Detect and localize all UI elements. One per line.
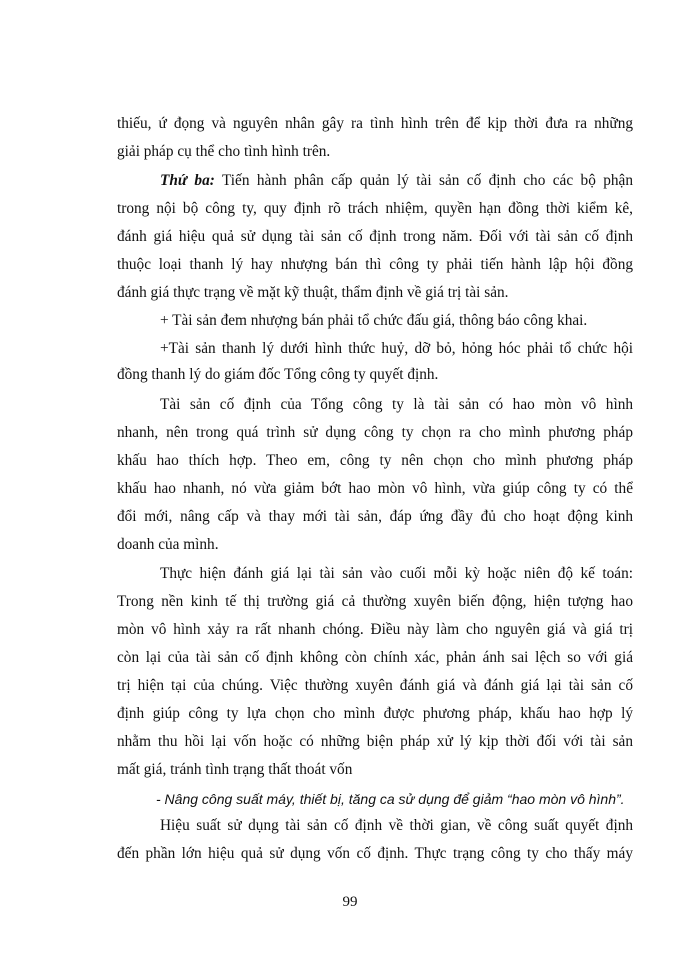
text-line: +Tài sản thanh lý dưới hình thức huỷ, dỡ bỏ, hỏng hóc phải tổ chức hội bbox=[160, 340, 633, 357]
text-line: khấu hao nhanh, nó vừa giảm bớt hao mòn vô hình, vừa giúp công ty có thể bbox=[117, 480, 633, 497]
text-line bbox=[160, 170, 633, 192]
text-line: trong nội bộ công ty, quy định rõ trách nhiệm, quyền hạn đồng thời kiểm kê, bbox=[117, 200, 633, 217]
text-line: thuộc loại thanh lý hay nhượng bán thì công ty phải tiến hành lập hội đồng bbox=[117, 256, 633, 273]
page-number: 99 bbox=[342, 894, 358, 910]
text-line: định giúp công ty lựa chọn cho mình được phương pháp, khấu hao hợp lý bbox=[117, 705, 633, 722]
text-line: nhanh, nên trong quá trình sử dụng công ty chọn ra cho mình phương pháp bbox=[117, 424, 633, 441]
text-line: đổi mới, nâng cấp và thay mới tài sản, đáp ứng đầy đủ cho hoạt động kinh bbox=[117, 508, 633, 525]
text-line: đến phần lớn hiệu quả sử dụng vốn cố định. Thực trạng công ty cho thấy máy bbox=[117, 845, 633, 862]
text-line: Hiệu suất sử dụng tài sản cố định về thời gian, về công suất quyết định bbox=[160, 817, 633, 834]
text-line: trị hiện tại của chúng. Việc thường xuyên đánh giá và đánh giá lại tài sản cố bbox=[117, 677, 633, 694]
text-line: thiếu, ứ đọng và nguyên nhân gây ra tình hình trên để kịp thời đưa ra những bbox=[117, 115, 633, 132]
text-line: giải pháp cụ thể cho tình hình trên. bbox=[117, 143, 331, 160]
text-line: Tài sản cố định của Tổng công ty là tài sản có hao mòn vô hình bbox=[160, 396, 633, 413]
text-line: đánh giá hiệu quả sử dụng tài sản cố định trong năm. Đối với tài sản cố định bbox=[117, 228, 633, 245]
text-line: Thực hiện đánh giá lại tài sản vào cuối mỗi kỳ hoặc niên độ kế toán: bbox=[160, 565, 633, 582]
text-line: - Nâng công suất máy, thiết bị, tăng ca sử dụng để giảm “hao mòn vô hình”. bbox=[156, 791, 625, 807]
section-label: Thứ ba: bbox=[160, 172, 215, 189]
text-line: còn lại của tài sản cố định không còn chính xác, phản ánh sai lệch so với giá bbox=[117, 649, 633, 666]
text-line: doanh của mình. bbox=[117, 536, 219, 553]
text-line: + Tài sản đem nhượng bán phải tổ chức đấu giá, thông báo công khai. bbox=[160, 312, 588, 329]
text-fragment: Tiến hành phân cấp quản lý tài sản cố định cho các bộ phận bbox=[214, 172, 633, 189]
text-line: khấu hao thích hợp. Theo em, công ty nên chọn cho mình phương pháp bbox=[117, 452, 633, 469]
text-line: mất giá, tránh tình trạng thất thoát vốn bbox=[117, 761, 353, 778]
text-line: đánh giá thực trạng về mặt kỹ thuật, thẩm định về giá trị tài sản. bbox=[117, 284, 509, 301]
text-line: Trong nền kinh tế thị trường giá cả thường xuyên biến động, hiện tượng hao bbox=[117, 593, 633, 610]
text-line: mòn vô hình xảy ra rất nhanh chóng. Điều này làm cho nguyên giá và giá trị bbox=[117, 621, 633, 638]
text-line: đồng thanh lý do giám đốc Tổng công ty quyết định. bbox=[117, 366, 439, 383]
text-line: nhằm thu hồi lại vốn hoặc có những biện pháp xử lý kịp thời đối với tài sản bbox=[117, 733, 633, 750]
